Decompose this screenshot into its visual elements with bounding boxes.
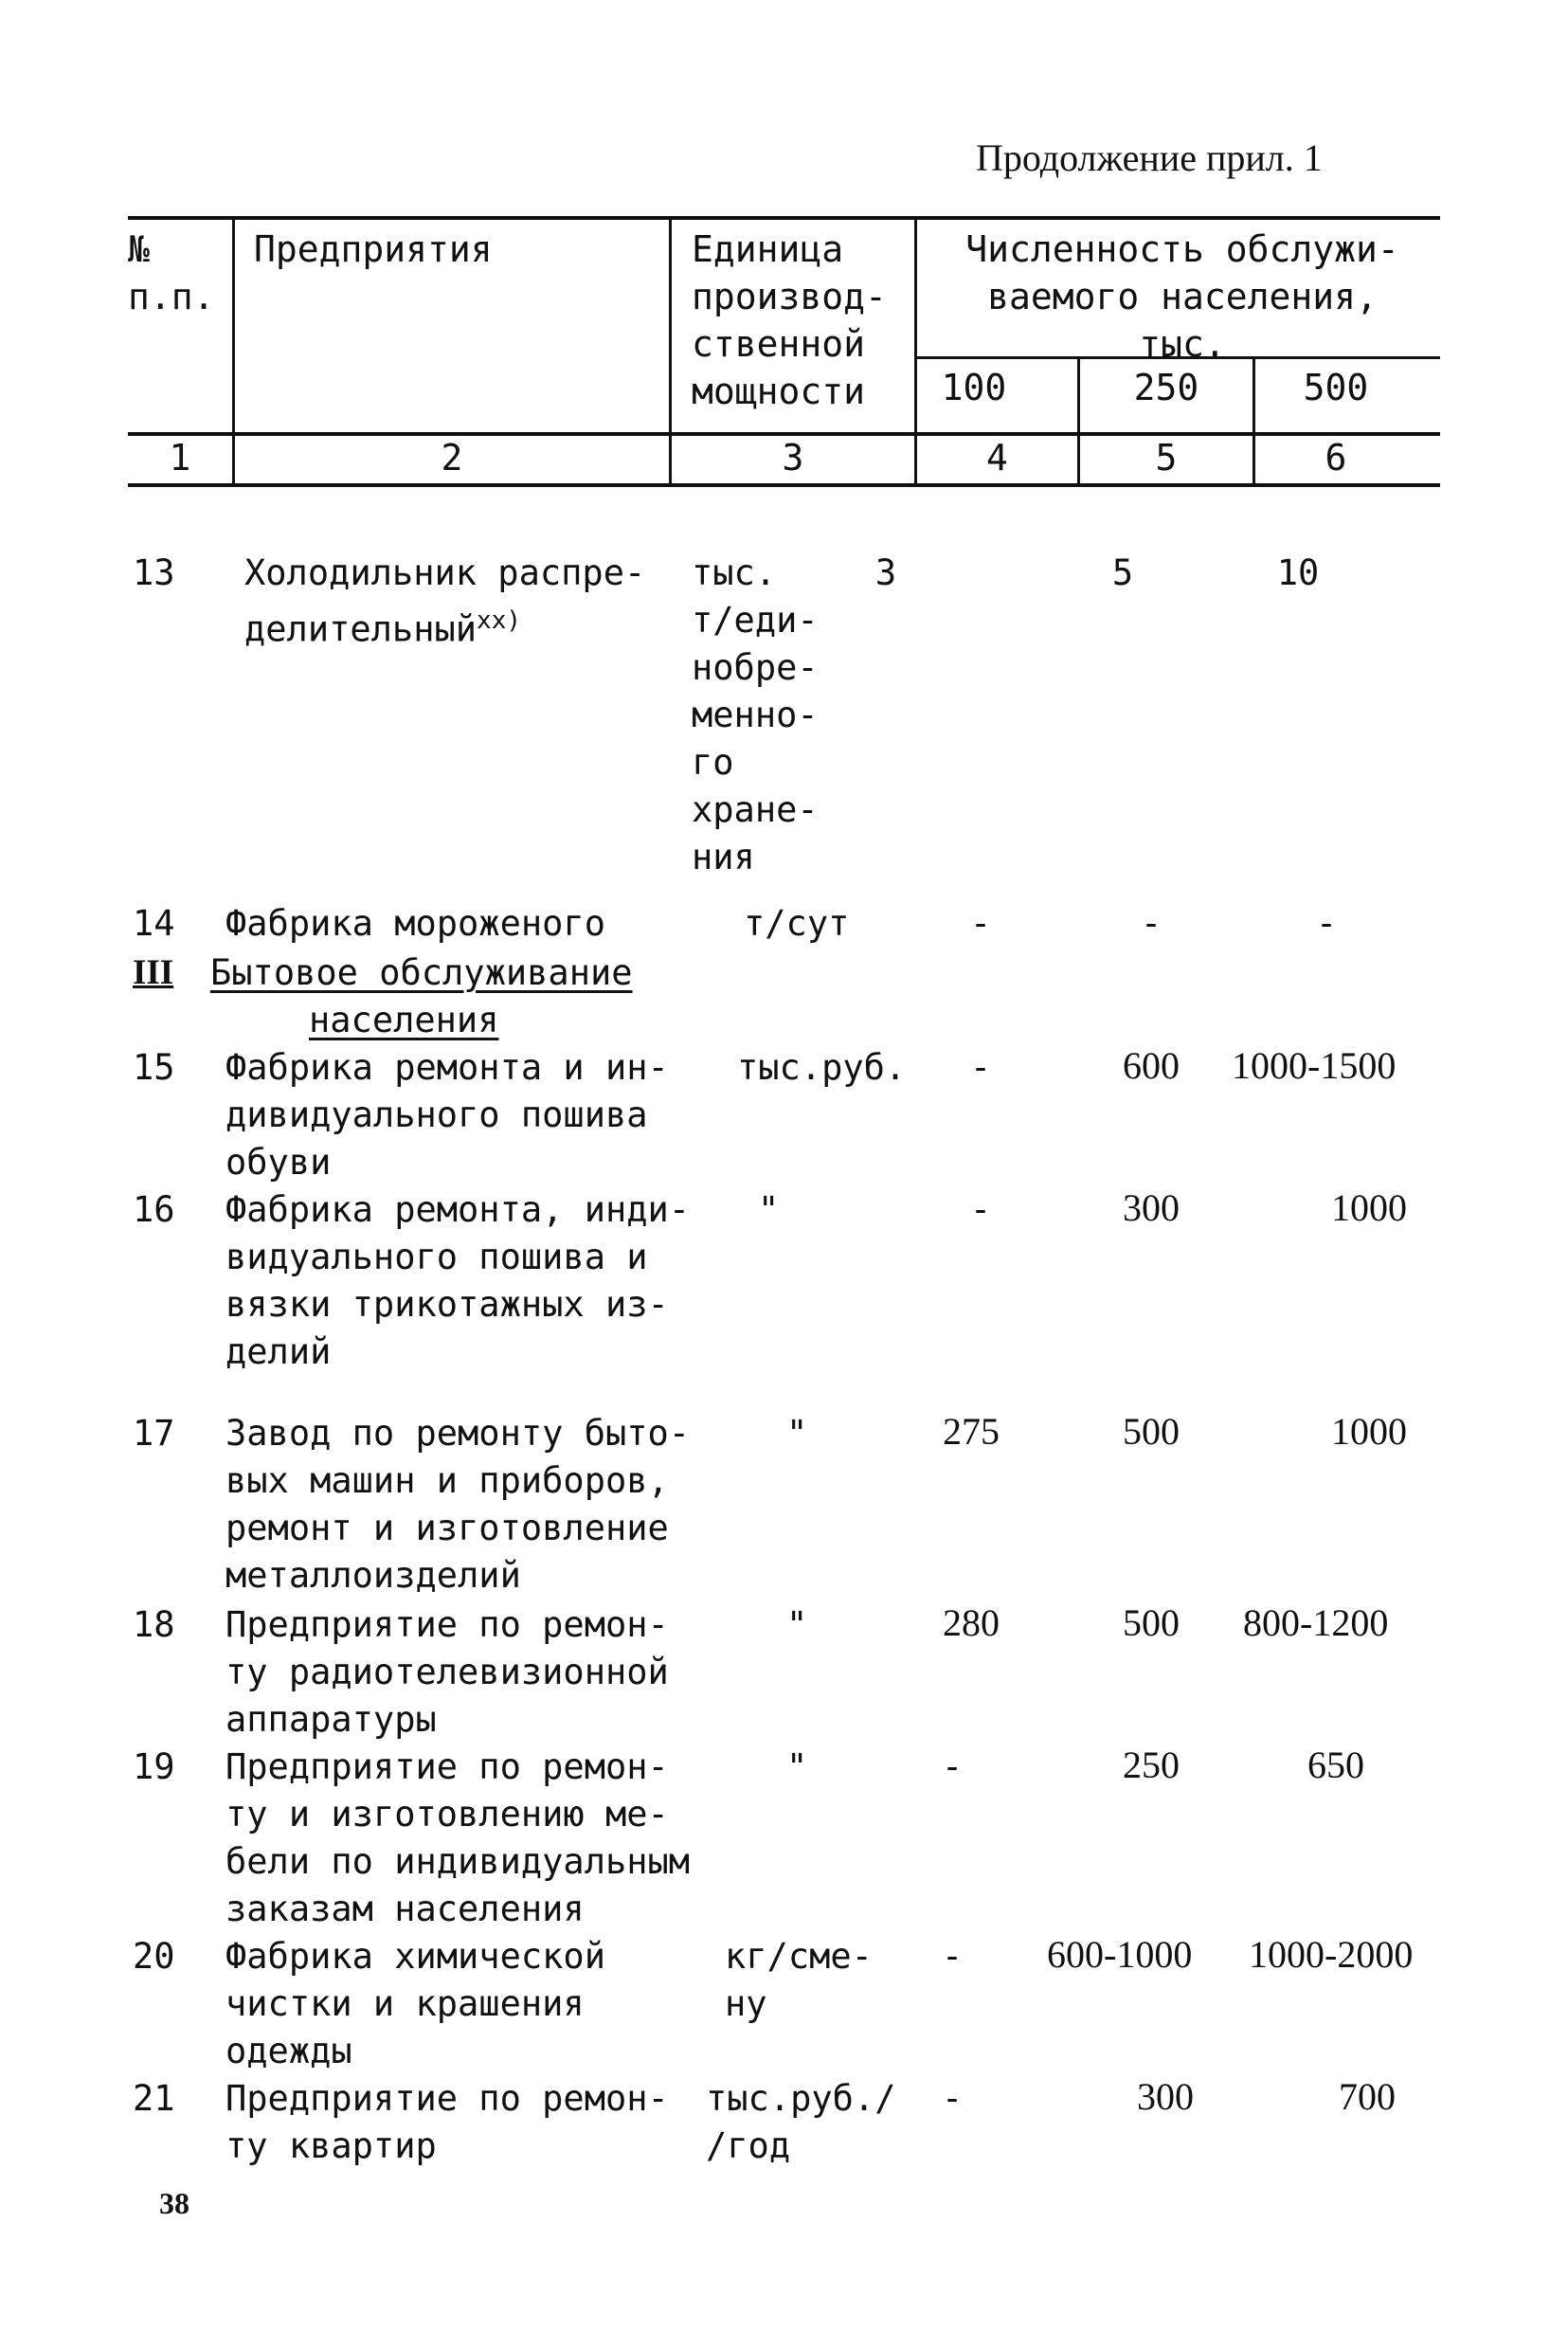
row-18-v100: 280 bbox=[943, 1601, 1000, 1644]
row-17-v100: 275 bbox=[943, 1410, 1000, 1453]
row-14-v250: - bbox=[1140, 903, 1162, 944]
row-15-v100: - bbox=[969, 1047, 992, 1088]
row-20-name: Фабрика химической чистки и крашения одежды bbox=[225, 1936, 605, 2071]
row-20-v100: - bbox=[941, 1936, 964, 1977]
row-18-name: Предприятие по ремон- ту радиотелевизионной аппаратуры bbox=[225, 1604, 669, 1740]
row-17-v500: 1000 bbox=[1331, 1410, 1407, 1453]
row-21-v500: 700 bbox=[1339, 2075, 1396, 2118]
row-15-name: Фабрика ремонта и ин- дивидуального пошива обуви bbox=[225, 1047, 669, 1183]
header-top-rule bbox=[128, 216, 1440, 220]
row-19-v500: 650 bbox=[1307, 1744, 1364, 1786]
header-col-2: 2 bbox=[441, 437, 463, 479]
header-population: Численность обслужи- ваемого населения, тыс. bbox=[965, 228, 1399, 365]
header-col-5: 5 bbox=[1155, 437, 1178, 479]
row-14-v100: - bbox=[969, 903, 992, 944]
row-21-number: 21 bbox=[133, 2078, 175, 2119]
row-13-unit: тыс. т/еди- нобре- менно- го хране- ния bbox=[692, 552, 819, 877]
row-21-name: Предприятие по ремон- ту квартир bbox=[225, 2078, 669, 2166]
row-13-v100: 3 bbox=[874, 552, 897, 593]
header-enterprise: Предприятия bbox=[254, 228, 493, 270]
header-pop-250: 250 bbox=[1133, 367, 1199, 408]
section-3-roman: III bbox=[133, 953, 174, 992]
row-20-unit: кг/сме- ну bbox=[725, 1936, 873, 2024]
page-number: 38 bbox=[159, 2186, 189, 2220]
section-3-title-line1: Бытовое обслуживание bbox=[210, 952, 633, 993]
header-col-6: 6 bbox=[1325, 437, 1347, 479]
row-15-number: 15 bbox=[133, 1047, 175, 1088]
header-col-1: 1 bbox=[169, 437, 191, 479]
row-15-v250: 600 bbox=[1123, 1044, 1180, 1087]
row-16-v500: 1000 bbox=[1331, 1186, 1407, 1229]
row-18-unit: " bbox=[786, 1604, 808, 1645]
row-16-name: Фабрика ремонта, инди- видуального пошива и вязки трикотажных из- делий bbox=[225, 1189, 691, 1372]
row-19-number: 19 bbox=[133, 1746, 175, 1787]
row-14-unit: т/сут bbox=[744, 903, 850, 944]
row-17-name: Завод по ремонту быто- вых машин и приборов, ремонт и изготовление металлоизделий bbox=[225, 1413, 691, 1596]
row-15-v500: 1000-1500 bbox=[1232, 1044, 1397, 1087]
header-pop-100: 100 bbox=[941, 367, 1007, 408]
header-col-3: 3 bbox=[782, 437, 804, 479]
header-pop-500: 500 bbox=[1303, 367, 1369, 408]
continuation-label: Продолжение прил. 1 bbox=[976, 136, 1323, 179]
row-14-number: 14 bbox=[133, 903, 175, 944]
row-19-name: Предприятие по ремон- ту и изготовлению ме- бели по индивидуальным заказам населения bbox=[225, 1746, 691, 1929]
row-13-v500: 10 bbox=[1276, 552, 1320, 593]
row-21-v100: - bbox=[941, 2078, 964, 2119]
row-15-unit: тыс.руб. bbox=[737, 1047, 907, 1088]
row-17-number: 17 bbox=[133, 1413, 175, 1454]
row-14-name: Фабрика мороженого bbox=[225, 903, 605, 944]
row-13-name-text: Холодильник распре- делительный bbox=[244, 552, 646, 650]
row-19-v250: 250 bbox=[1123, 1744, 1180, 1786]
row-20-v500: 1000-2000 bbox=[1249, 1933, 1414, 1976]
row-18-v500: 800-1200 bbox=[1243, 1601, 1389, 1644]
row-21-unit: тыс.руб./ /год bbox=[706, 2078, 896, 2166]
header-num: № п.п. bbox=[128, 228, 215, 317]
row-13-footnote: xx) bbox=[477, 606, 522, 635]
row-17-unit: " bbox=[786, 1413, 808, 1454]
row-20-v250: 600-1000 bbox=[1047, 1933, 1193, 1976]
row-13-name bbox=[244, 550, 645, 653]
row-16-v100: - bbox=[969, 1189, 992, 1230]
row-19-unit: " bbox=[786, 1746, 808, 1787]
header-col-4: 4 bbox=[986, 437, 1008, 479]
header-unit: Единица производ- ственной мощности bbox=[692, 228, 887, 412]
row-14-v500: - bbox=[1315, 903, 1338, 944]
header-numbers-rule bbox=[128, 483, 1440, 487]
row-16-v250: 300 bbox=[1123, 1186, 1180, 1229]
row-19-v100: - bbox=[941, 1746, 964, 1787]
row-16-unit: " bbox=[758, 1189, 780, 1230]
row-21-v250: 300 bbox=[1137, 2075, 1194, 2118]
row-18-v250: 500 bbox=[1123, 1601, 1180, 1644]
row-13-v250: 5 bbox=[1111, 552, 1134, 593]
row-17-v250: 500 bbox=[1123, 1410, 1180, 1453]
row-16-number: 16 bbox=[133, 1189, 175, 1230]
section-3-title-line2: населения bbox=[309, 1000, 499, 1040]
row-18-number: 18 bbox=[133, 1604, 175, 1645]
row-13-number: 13 bbox=[133, 552, 175, 593]
row-20-number: 20 bbox=[133, 1936, 175, 1977]
